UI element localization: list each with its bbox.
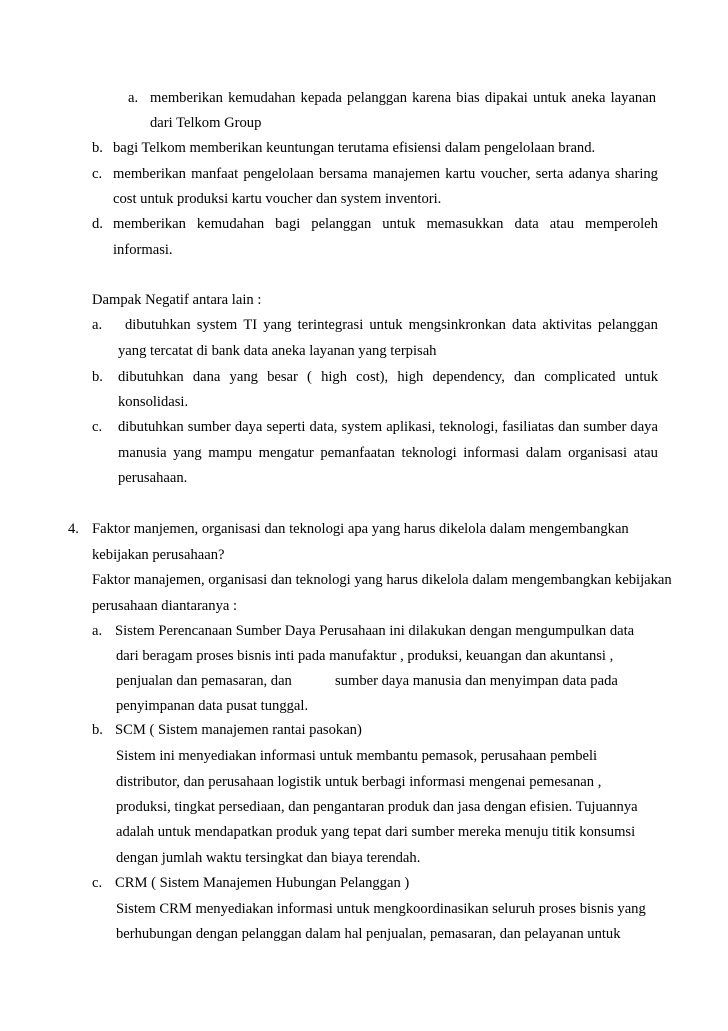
paragraph-line: penyimpanan data pusat tunggal.	[116, 698, 309, 714]
word: kemudahan	[228, 90, 296, 106]
paragraph-line: sumber daya manusia dan menyimpan data pada	[335, 673, 618, 689]
item-marker-a: a.	[92, 623, 103, 639]
word: bias	[456, 90, 480, 106]
paragraph-line: Sistem ini menyediakan informasi untuk membantu pemasok, perusahaan pembeli	[116, 748, 598, 764]
word: karena	[412, 90, 452, 106]
word: sharing	[615, 166, 658, 182]
word: TI	[243, 317, 258, 333]
word: pengelolaan	[243, 166, 314, 182]
paragraph-line: dari beragam proses bisnis inti pada manufaktur , produksi, keuangan dan akuntansi ,	[116, 648, 614, 664]
word: kemudahan	[196, 216, 265, 232]
word: high	[397, 369, 424, 385]
paragraph-line: bagi Telkom memberikan keuntungan terutama efisiensi dalam pengelolaan brand.	[113, 140, 596, 156]
word: data	[514, 216, 539, 232]
paragraph-line: perusahaan.	[118, 470, 188, 486]
word: seperti	[266, 419, 306, 435]
word: sumber	[583, 419, 627, 435]
question-text: kebijakan perusahaan?	[92, 547, 225, 563]
word: dalam	[525, 445, 562, 461]
word: mampu	[208, 445, 253, 461]
word: yang	[263, 317, 292, 333]
word: aplikasi,	[386, 419, 436, 435]
word: data,	[309, 419, 338, 435]
paragraph-line: berhubungan dengan pelanggan dalam hal penjualan, pemasaran, dan pelayanan untuk	[116, 926, 621, 942]
word: system	[341, 419, 383, 435]
word: terintegrasi	[297, 317, 364, 333]
word: yang	[229, 369, 258, 385]
word: dan	[558, 419, 580, 435]
section-heading: Dampak Negatif antara lain :	[92, 292, 262, 308]
item-marker-c: c.	[92, 419, 103, 435]
word: untuk	[624, 369, 658, 385]
answer-text: Faktor manajemen, organisasi dan teknologi yang harus dikelola dalam mengembangkan kebijakan	[92, 572, 672, 588]
word: kepada	[300, 90, 342, 106]
item-marker-c: c.	[92, 875, 103, 891]
paragraph-line: cost untuk produksi kartu voucher dan system inventori.	[113, 191, 442, 207]
word: aneka	[571, 90, 606, 106]
paragraph-line: dari Telkom Group	[150, 115, 262, 131]
word: layanan	[610, 90, 656, 106]
paragraph-line	[150, 88, 656, 108]
word: (	[307, 369, 312, 385]
answer-text: perusahaan diantaranya :	[92, 598, 238, 614]
paragraph-line: konsolidasi.	[118, 394, 189, 410]
question-number: 4.	[68, 521, 79, 537]
word: teknologi,	[439, 419, 499, 435]
word: dependency,	[432, 369, 505, 385]
word: pelanggan	[347, 90, 408, 106]
word: untuk	[382, 216, 416, 232]
paragraph-line: distributor, dan perusahaan logistik untuk berbagi informasi mengenai pemesanan ,	[116, 774, 602, 790]
word: fasiliatas	[502, 419, 555, 435]
word: daya	[630, 419, 658, 435]
word: dan	[514, 369, 536, 385]
word: mengsinkronkan	[408, 317, 506, 333]
word: bersama	[319, 166, 368, 182]
question-text: Faktor manjemen, organisasi dan teknologi apa yang harus dikelola dalam mengembangkan	[92, 521, 629, 537]
paragraph-line	[118, 417, 658, 437]
word: besar	[267, 369, 298, 385]
word: teknologi	[401, 445, 457, 461]
word: system	[196, 317, 238, 333]
word: untuk	[369, 317, 403, 333]
paragraph-line: dengan jumlah waktu tersingkat dan biaya terendah.	[116, 850, 421, 866]
item-marker-d: d.	[92, 216, 103, 232]
word: organisasi	[568, 445, 628, 461]
word: atau	[633, 445, 658, 461]
word: pelanggan	[311, 216, 372, 232]
paragraph-line	[118, 367, 658, 387]
word: memperoleh	[585, 216, 658, 232]
word: untuk	[533, 90, 567, 106]
word: dibutuhkan	[118, 369, 184, 385]
word: serta	[535, 166, 564, 182]
word: dibutuhkan	[118, 419, 184, 435]
paragraph-line	[113, 214, 658, 234]
paragraph-line	[125, 315, 658, 335]
word: manfaat	[191, 166, 239, 182]
word: memasukkan	[426, 216, 504, 232]
word: memberikan	[113, 216, 186, 232]
word: yang	[173, 445, 202, 461]
paragraph-line: Sistem CRM menyediakan informasi untuk mengkoordinasikan seluruh proses bisnis yang	[116, 901, 646, 917]
paragraph-line: yang tercatat di bank data aneka layanan yang terpisah	[118, 343, 437, 359]
paragraph-line: Sistem Perencanaan Sumber Daya Perusahaan ini dilakukan dengan mengumpulkan data	[115, 623, 635, 639]
word: sumber	[187, 419, 231, 435]
word: manusia	[118, 445, 167, 461]
word: kartu	[445, 166, 476, 182]
paragraph-line: adalah untuk mendapatkan produk yang tepat dari sumber mereka menuju titik konsumsi	[116, 824, 636, 840]
word: pelanggan	[597, 317, 658, 333]
word: atau	[549, 216, 575, 232]
item-marker-c: c.	[92, 166, 103, 182]
word: high	[321, 369, 348, 385]
item-marker-b: b.	[92, 140, 103, 156]
paragraph-line: produksi, tingkat persediaan, dan pengantaran produk dan jasa dengan efisien. Tujuannya	[116, 799, 638, 815]
word: memberikan	[113, 166, 186, 182]
word: complicated	[544, 369, 616, 385]
word: data	[512, 317, 537, 333]
word: bagi	[275, 216, 301, 232]
word: dipakai	[484, 90, 528, 106]
word: mengatur	[258, 445, 314, 461]
subsection-title: SCM ( Sistem manajemen rantai pasokan)	[115, 722, 362, 738]
item-marker-b: b.	[92, 369, 103, 385]
word: pemanfaatan	[320, 445, 395, 461]
subsection-title: CRM ( Sistem Manajemen Hubungan Pelanggan )	[115, 875, 410, 891]
word: informasi	[463, 445, 520, 461]
item-marker-b: b.	[92, 722, 103, 738]
word: dibutuhkan	[125, 317, 191, 333]
word: manajemen	[372, 166, 441, 182]
word: memberikan	[150, 90, 223, 106]
paragraph-line	[113, 164, 658, 184]
word: adanya	[568, 166, 610, 182]
word: daya	[234, 419, 263, 435]
paragraph-line: informasi.	[113, 242, 173, 258]
item-marker-a: a.	[128, 90, 139, 106]
paragraph-line: penjualan dan pemasaran, dan	[116, 673, 292, 689]
word: aktivitas	[542, 317, 592, 333]
word: cost),	[356, 369, 389, 385]
word: voucher,	[480, 166, 531, 182]
word: dana	[192, 369, 221, 385]
paragraph-line	[118, 443, 658, 463]
item-marker-a: a.	[92, 317, 103, 333]
